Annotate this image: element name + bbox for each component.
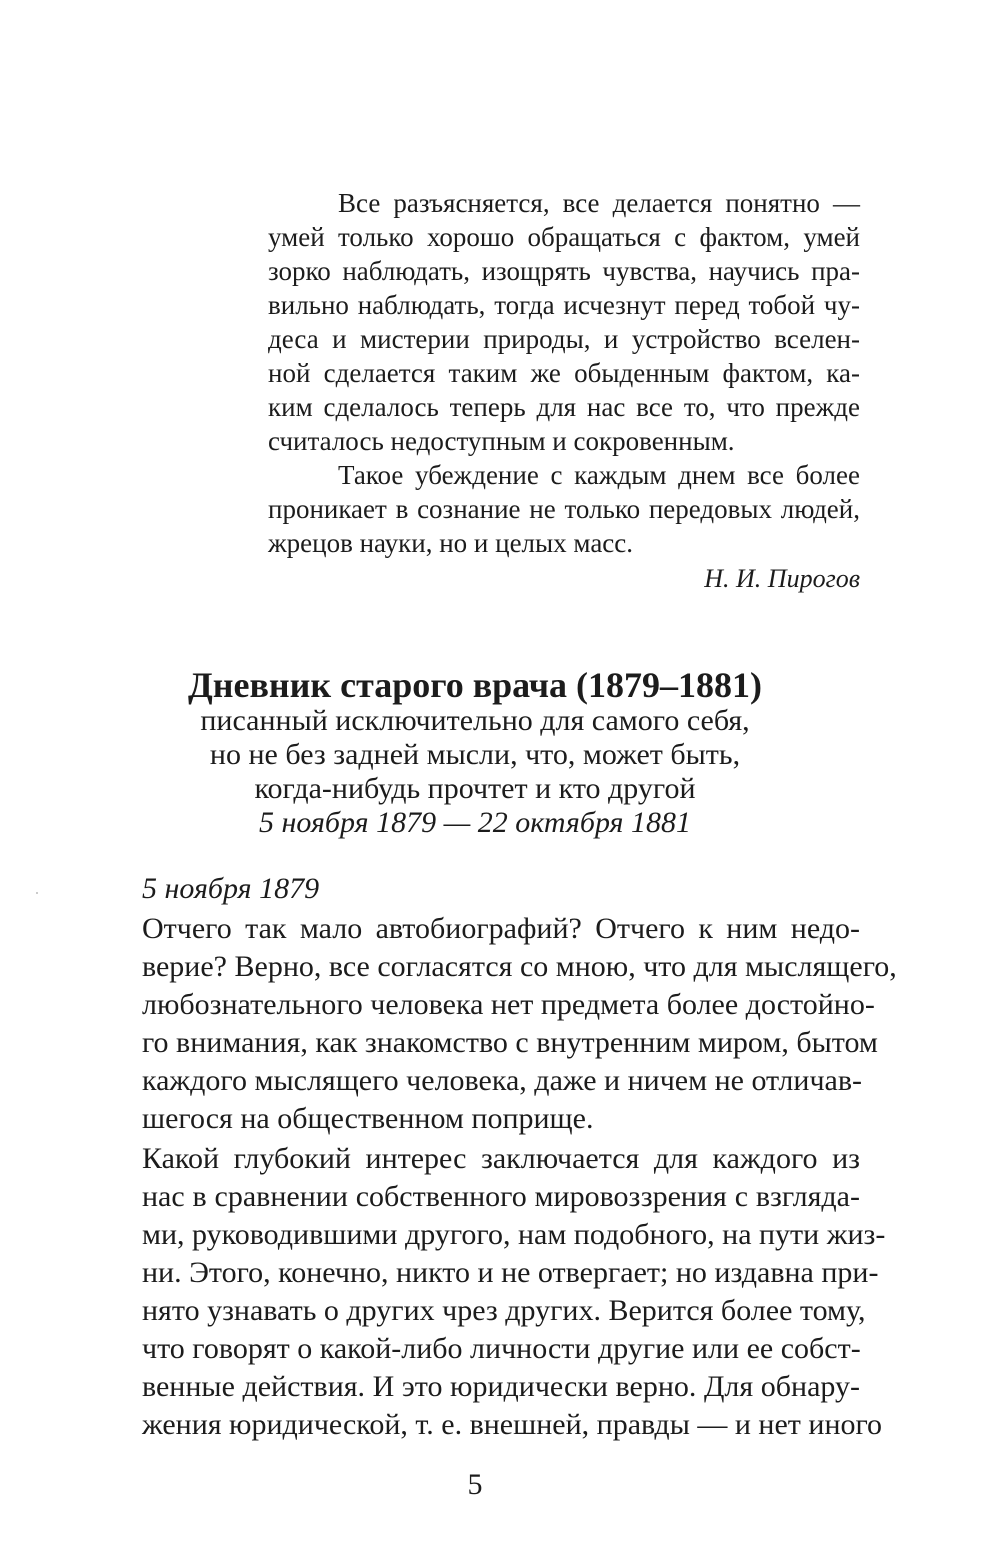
entry-line: жения юридической, т. е. внешней, правды — и нет иного: [142, 1408, 883, 1441]
epigraph-line: вильно наблюдать, тогда исчезнут перед тобой чу-: [268, 290, 860, 320]
entry-line: Какой глубокий интерес заключается для каждого из: [142, 1142, 860, 1175]
scan-speck: [36, 892, 38, 894]
entry-line: венные действия. И это юридически верно. Для обнару-: [142, 1370, 860, 1403]
epigraph-line: ким сделалось теперь для нас все то, что прежде: [268, 392, 860, 422]
entry-line: каждого мыслящего человека, даже и ничем не отличав-: [142, 1064, 862, 1097]
epigraph-line: проникает в сознание не только передовых людей,: [268, 494, 860, 524]
entry-date: 5 ноября 1879: [142, 872, 320, 905]
epigraph-line: Все разъясняется, все делается понятно —: [338, 188, 860, 218]
entry-line: верие? Верно, все согласятся со мною, что для мыслящего,: [142, 950, 897, 983]
chapter-title: Дневник старого врача (1879–1881): [187, 665, 763, 705]
epigraph-line: жрецов науки, но и целых масс.: [268, 528, 634, 558]
entry-line: ни. Этого, конечно, никто и не отвергает; но издавна при-: [142, 1256, 879, 1289]
entry-line: что говорят о какой-либо личности другие или ее собст-: [142, 1332, 861, 1365]
epigraph-line: считалось недоступным и сокровенным.: [268, 426, 735, 456]
entry-line: Отчего так мало автобиографий? Отчего к ним недо-: [142, 912, 860, 945]
entry-line: любознательного человека нет предмета более достойно-: [142, 988, 875, 1021]
page-number: 5: [467, 1468, 483, 1501]
epigraph-line: деса и мистерии природы, и устройство вселен-: [268, 324, 860, 354]
entry-line: шегося на общественном поприще.: [142, 1102, 594, 1135]
epigraph-line: Такое убеждение с каждым днем все более: [338, 460, 860, 490]
chapter-subtitle-line: когда-нибудь прочтет и кто другой: [254, 772, 696, 805]
entry-line: нас в сравнении собственного мировоззрения с взгляда-: [142, 1180, 860, 1213]
entry-line: ми, руководившими другого, нам подобного, на пути жиз-: [142, 1218, 886, 1251]
epigraph-line: ной сделается таким же обыденным фактом, ка-: [268, 358, 860, 388]
epigraph-author: Н. И. Пирогов: [704, 564, 860, 593]
chapter-subtitle-line: но не без задней мысли, что, может быть,: [209, 738, 741, 771]
chapter-subtitle-line: писанный исключительно для самого себя,: [200, 704, 750, 737]
entry-line: го внимания, как знакомство с внутренним миром, бытом: [142, 1026, 878, 1059]
chapter-dates: 5 ноября 1879 — 22 октября 1881: [259, 806, 691, 839]
epigraph-line: умей только хорошо обращаться с фактом, умей: [268, 222, 860, 252]
entry-line: нято узнавать о других чрез других. Верится более тому,: [142, 1294, 866, 1327]
epigraph-line: зорко наблюдать, изощрять чувства, научись пра-: [268, 256, 860, 286]
